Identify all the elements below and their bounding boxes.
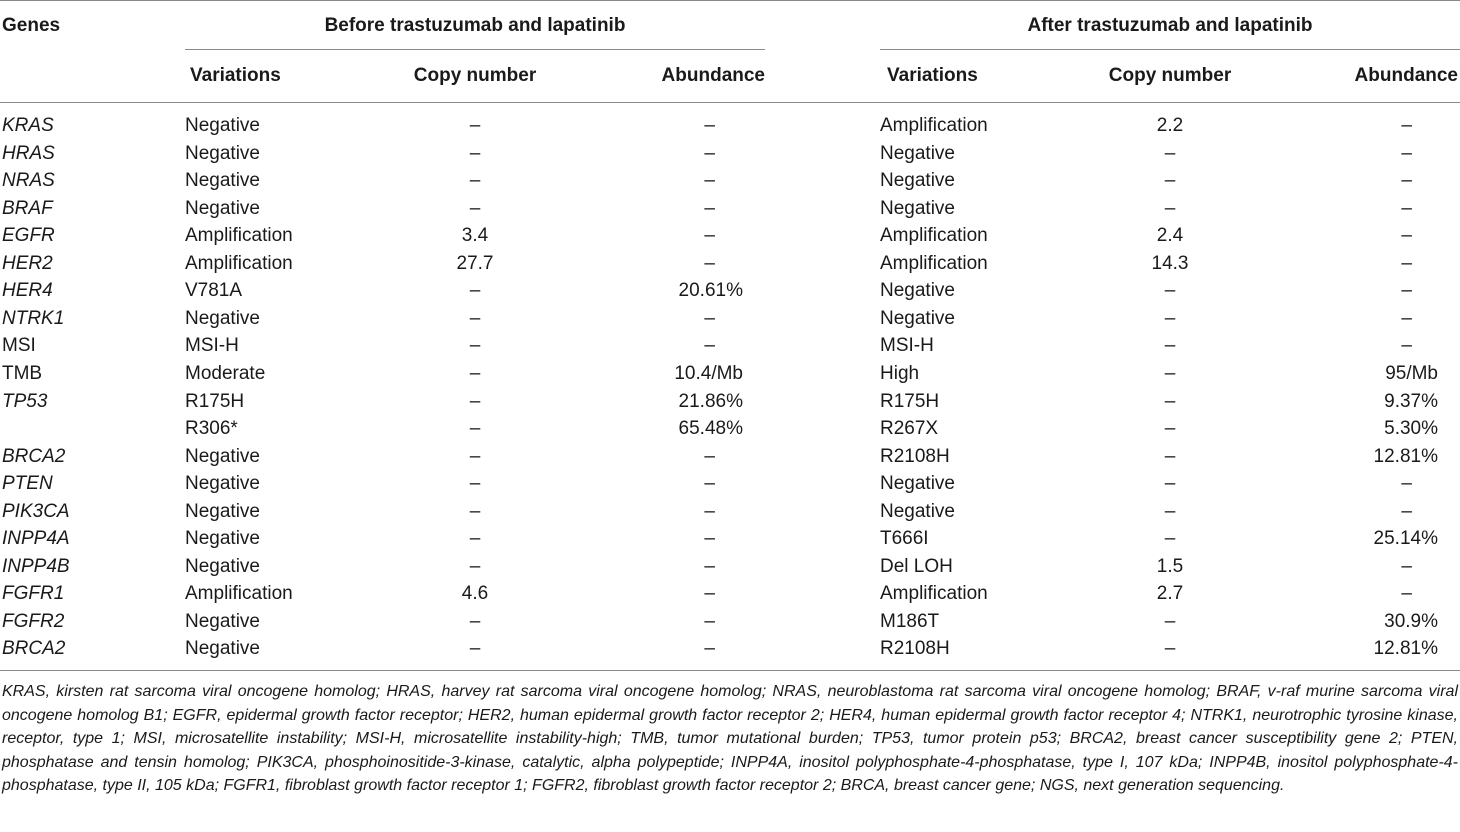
cell-after-abundance: – [1401, 197, 1412, 219]
cell-after-copy-number: – [1164, 197, 1176, 219]
cell-after-variation: R2108H [880, 445, 950, 467]
cell-before-abundance: – [704, 528, 715, 550]
cell-after-variation: Amplification [880, 252, 988, 274]
cell-before-variation: Negative [185, 197, 260, 219]
cell-after-variation: Negative [880, 170, 955, 192]
cell-before-copy-number: 27.7 [456, 252, 494, 274]
cell-before-abundance: – [704, 500, 715, 522]
cell-before-copy-number: – [469, 280, 481, 302]
cell-after-abundance: – [1401, 170, 1412, 192]
cell-before-variation: Negative [185, 170, 260, 192]
cell-before-variation: Negative [185, 555, 260, 577]
cell-before-copy-number: 4.6 [461, 583, 489, 605]
cell-after-copy-number: – [1164, 362, 1176, 384]
cell-before-variation: Amplification [185, 252, 293, 274]
cell-before-copy-number: – [469, 555, 481, 577]
cell-gene: HRAS [2, 142, 55, 164]
cell-before-copy-number: – [469, 528, 481, 550]
cell-before-copy-number: 3.4 [461, 225, 489, 247]
cell-after-variation: Negative [880, 307, 955, 329]
cell-after-abundance: – [1401, 473, 1412, 495]
cell-after-abundance: – [1401, 555, 1412, 577]
header-after-copy-number: Copy number [1108, 65, 1232, 86]
cell-after-variation: MSI-H [880, 335, 934, 357]
cell-before-abundance: – [704, 610, 715, 632]
cell-before-copy-number: – [469, 362, 481, 384]
header-genes: Genes [2, 15, 61, 36]
cell-after-variation: Amplification [880, 225, 988, 247]
cell-after-copy-number: – [1164, 610, 1176, 632]
cell-after-variation: M186T [880, 610, 940, 632]
cell-after-copy-number: – [1164, 638, 1176, 660]
cell-after-abundance: – [1401, 583, 1412, 605]
cell-before-abundance: 21.86% [678, 390, 743, 412]
header-before-copy-number: Copy number [413, 65, 537, 86]
cell-before-variation: Negative [185, 500, 260, 522]
cell-before-copy-number: – [469, 335, 481, 357]
cell-before-variation: Negative [185, 142, 260, 164]
cell-gene: NTRK1 [2, 307, 65, 329]
cell-before-copy-number: – [469, 445, 481, 467]
cell-before-variation: Negative [185, 528, 260, 550]
cell-after-abundance: 25.14% [1373, 528, 1438, 550]
cell-before-copy-number: – [469, 418, 481, 440]
cell-gene: BRAF [2, 197, 53, 219]
cell-before-copy-number: – [469, 307, 481, 329]
header-before-variations: Variations [190, 65, 281, 86]
cell-before-variation: Amplification [185, 583, 293, 605]
cell-after-variation: R175H [880, 390, 940, 412]
cell-before-variation: Negative [185, 610, 260, 632]
cell-before-copy-number: – [469, 170, 481, 192]
cell-after-abundance: 12.81% [1373, 638, 1438, 660]
cell-before-variation: Amplification [185, 225, 293, 247]
cell-after-variation: Negative [880, 280, 955, 302]
cell-before-copy-number: – [469, 473, 481, 495]
cell-after-abundance: 30.9% [1384, 610, 1438, 632]
before-group-rule [185, 49, 765, 50]
cell-gene: HER4 [2, 280, 53, 302]
cell-gene: BRCA2 [2, 638, 66, 660]
cell-gene: INPP4B [2, 555, 70, 577]
cell-before-abundance: – [704, 473, 715, 495]
after-group-rule [880, 49, 1460, 50]
cell-before-variation: R175H [185, 390, 245, 412]
cell-before-abundance: 10.4/Mb [674, 362, 743, 384]
cell-after-abundance: – [1401, 225, 1412, 247]
cell-after-variation: Del LOH [880, 555, 953, 577]
cell-after-copy-number: – [1164, 445, 1176, 467]
cell-before-copy-number: – [469, 610, 481, 632]
cell-before-variation: Negative [185, 115, 260, 136]
cell-gene: EGFR [2, 225, 55, 247]
cell-after-copy-number: – [1164, 418, 1176, 440]
cell-before-variation: Negative [185, 307, 260, 329]
cell-before-abundance: 20.61% [678, 280, 743, 302]
table-bottom-rule [0, 670, 1460, 671]
cell-gene: BRCA2 [2, 445, 66, 467]
cell-gene: FGFR1 [2, 583, 65, 605]
cell-after-variation: Negative [880, 142, 955, 164]
cell-after-variation: R267X [880, 418, 939, 440]
cell-after-abundance: 9.37% [1384, 390, 1438, 412]
cell-after-copy-number: 2.7 [1156, 583, 1184, 605]
cell-before-abundance: – [704, 225, 715, 247]
cell-after-variation: Amplification [880, 583, 988, 605]
cell-before-abundance: – [704, 252, 715, 274]
cell-after-variation: R2108H [880, 638, 950, 660]
cell-after-abundance: 12.81% [1373, 445, 1438, 467]
cell-gene: HER2 [2, 252, 53, 274]
header-after-abundance: Abundance [1354, 65, 1458, 86]
cell-after-copy-number: – [1164, 170, 1176, 192]
cell-after-copy-number: – [1164, 335, 1176, 357]
table-footnote: KRAS, kirsten rat sarcoma viral oncogene homolog; HRAS, harvey rat sarcoma viral oncogene homolog; NRAS, neuroblastoma rat sarcoma viral oncogene homolog; BRAF, v-raf murine sarcoma viral oncogene homolog B1; EGFR, epidermal growth factor receptor; HER2, human epidermal growth factor receptor 2; HER4, human epidermal growth factor receptor 4; NTRK1, neurotrophic tyrosine kinase, receptor, type 1; MSI, microsatellite instability; MSI-H, microsatellite instability-high; TMB, tumor mutational burden; TP53, tumor protein p53; BRCA2, breast cancer susceptibility gene 2; PTEN, phosphatase and tensin homolog; PIK3CA, phosphoinositide-3-kinase, catalytic, alpha polypeptide; INPP4A, inositol polyphosphate-4-phosphatase, type I, 107 kDa; INPP4B, inositol polyphosphate-4-phosphatase, type II, 105 kDa; FGFR1, fibroblast growth factor receptor 1; FGFR2, fibroblast growth factor receptor 2; BRCA, breast cancer gene; NGS, next generation sequencing. [2, 683, 1458, 794]
cell-before-copy-number: – [469, 500, 481, 522]
cell-after-copy-number: 2.4 [1156, 225, 1184, 247]
cell-before-variation: V781A [185, 280, 243, 302]
header-after-variations: Variations [887, 65, 978, 86]
cell-after-abundance: – [1401, 500, 1412, 522]
cell-gene: INPP4A [2, 528, 70, 550]
cell-before-abundance: – [704, 170, 715, 192]
cell-after-copy-number: 14.3 [1151, 252, 1189, 274]
cell-before-abundance: – [704, 115, 715, 136]
cell-after-variation: Negative [880, 500, 955, 522]
cell-before-abundance: – [704, 307, 715, 329]
cell-after-copy-number: – [1164, 142, 1176, 164]
cell-before-copy-number: – [469, 197, 481, 219]
cell-after-copy-number: – [1164, 473, 1176, 495]
cell-before-variation: MSI-H [185, 335, 239, 357]
cell-before-variation: Moderate [185, 362, 266, 384]
cell-after-abundance: 5.30% [1384, 418, 1438, 440]
cell-after-variation: Negative [880, 197, 955, 219]
cell-before-abundance: – [704, 335, 715, 357]
cell-before-variation: Negative [185, 473, 260, 495]
cell-after-copy-number: – [1164, 528, 1176, 550]
cell-after-variation: T666I [880, 528, 929, 550]
cell-before-abundance: – [704, 583, 715, 605]
cell-before-copy-number: – [469, 638, 481, 660]
table-top-rule [0, 0, 1460, 1]
cell-after-abundance: – [1401, 252, 1412, 274]
cell-gene: NRAS [2, 170, 55, 192]
cell-after-copy-number: 2.2 [1156, 115, 1184, 136]
cell-gene: MSI [2, 335, 36, 357]
cell-after-copy-number: 1.5 [1156, 555, 1184, 577]
cell-after-copy-number: – [1164, 280, 1176, 302]
cell-after-copy-number: – [1164, 390, 1176, 412]
cell-after-abundance: 95/Mb [1385, 362, 1438, 384]
cell-after-abundance: – [1401, 307, 1412, 329]
cell-before-variation: Negative [185, 445, 260, 467]
cell-gene: PTEN [2, 473, 53, 495]
cell-before-abundance: – [704, 142, 715, 164]
cell-before-copy-number: – [469, 115, 481, 136]
cell-gene: FGFR2 [2, 610, 65, 632]
cell-before-abundance: – [704, 445, 715, 467]
header-after-group: After trastuzumab and lapatinib [1027, 15, 1313, 36]
cell-before-abundance: – [704, 197, 715, 219]
cell-after-copy-number: – [1164, 307, 1176, 329]
cell-before-variation: Negative [185, 638, 260, 660]
cell-gene: PIK3CA [2, 500, 70, 522]
cell-gene: TMB [2, 362, 43, 384]
header-bottom-rule [0, 102, 1460, 103]
cell-before-copy-number: – [469, 142, 481, 164]
cell-gene: TP53 [2, 390, 48, 412]
cell-after-abundance: – [1401, 335, 1412, 357]
header-before-abundance: Abundance [661, 65, 765, 86]
cell-after-variation: Negative [880, 473, 955, 495]
cell-after-copy-number: – [1164, 500, 1176, 522]
cell-before-abundance: – [704, 638, 715, 660]
cell-before-abundance: 65.48% [678, 418, 743, 440]
cell-after-abundance: – [1401, 280, 1412, 302]
cell-after-variation: High [880, 362, 920, 384]
cell-before-abundance: – [704, 555, 715, 577]
cell-after-abundance: – [1401, 115, 1412, 136]
cell-before-copy-number: – [469, 390, 481, 412]
header-before-group: Before trastuzumab and lapatinib [324, 15, 626, 36]
cell-after-variation: Amplification [880, 115, 988, 136]
cell-before-variation: R306* [185, 418, 238, 440]
cell-after-abundance: – [1401, 142, 1412, 164]
cell-gene: KRAS [2, 115, 54, 136]
